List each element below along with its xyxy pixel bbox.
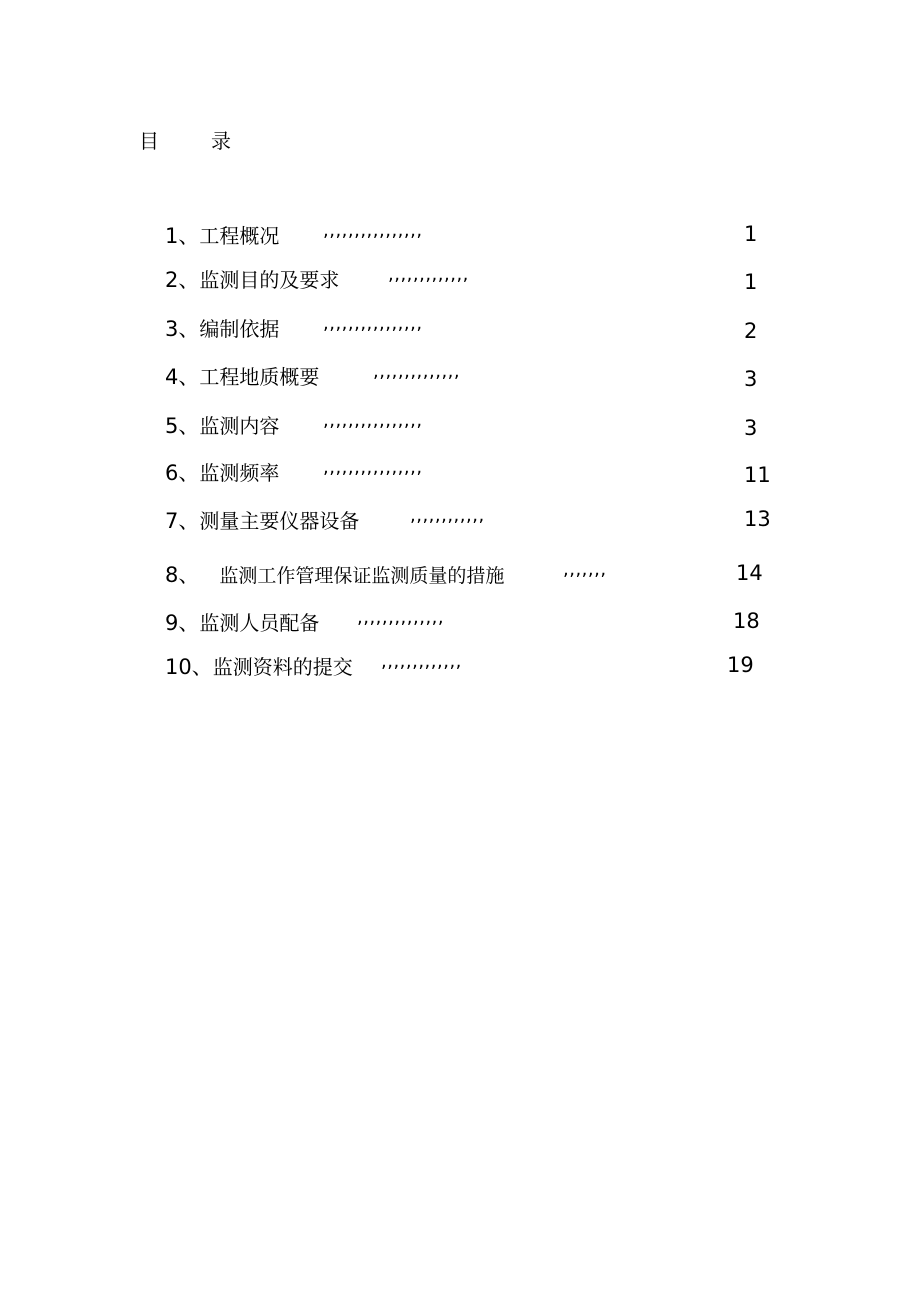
toc-entry-leader: ,,,,,,,,,,,, xyxy=(410,505,485,526)
toc-entry-leader: ,,,,,,, xyxy=(563,559,607,580)
toc-entry-5[interactable] xyxy=(165,410,423,440)
toc-entry-label: 监测人员配备 xyxy=(199,611,320,635)
toc-entry-number: 3、 xyxy=(165,317,200,341)
toc-entry-label: 编制依据 xyxy=(199,317,280,341)
toc-entry-leader: ,,,,,,,,,,,,, xyxy=(381,651,462,672)
toc-entry-page-4[interactable]: 3 xyxy=(744,367,758,391)
toc-entry-label: 工程概况 xyxy=(199,224,280,248)
toc-entry-number: 10、 xyxy=(165,655,213,679)
toc-entry-number: 7、 xyxy=(165,509,200,533)
toc-entry-8[interactable] xyxy=(165,559,607,589)
toc-entry-leader: ,,,,,,,,,,,,,,,, xyxy=(323,410,423,431)
toc-title xyxy=(139,125,231,154)
toc-entry-page-5[interactable]: 3 xyxy=(744,416,758,440)
toc-entry-4[interactable] xyxy=(165,361,461,391)
toc-entry-number: 5、 xyxy=(165,414,200,438)
toc-entry-leader: ,,,,,,,,,,,,, xyxy=(388,264,469,285)
toc-entry-label: 监测频率 xyxy=(199,461,280,485)
toc-entry-page-2[interactable]: 1 xyxy=(744,270,758,294)
toc-entry-number: 8、 xyxy=(165,563,200,587)
toc-entry-7[interactable] xyxy=(165,505,485,535)
toc-entry-label: 监测内容 xyxy=(199,414,280,438)
toc-entry-page-7[interactable]: 13 xyxy=(744,507,771,531)
toc-entry-number: 1、 xyxy=(165,224,200,248)
toc-entry-leader: ,,,,,,,,,,,,,,,, xyxy=(323,220,423,241)
toc-entry-9[interactable] xyxy=(165,607,445,637)
toc-title-char-1: 目 xyxy=(139,129,159,153)
toc-entry-number: 9、 xyxy=(165,611,200,635)
toc-entry-page-1[interactable]: 1 xyxy=(744,222,758,246)
toc-entry-number: 6、 xyxy=(165,461,200,485)
toc-title-char-2: 录 xyxy=(211,129,231,153)
toc-entry-page-6[interactable]: 11 xyxy=(744,463,771,487)
toc-entry-number: 2、 xyxy=(165,268,200,292)
toc-entry-6[interactable] xyxy=(165,457,423,487)
toc-entry-leader: ,,,,,,,,,,,,,,,, xyxy=(323,457,423,478)
toc-entry-page-9[interactable]: 18 xyxy=(733,609,760,633)
toc-entry-2[interactable] xyxy=(165,264,469,294)
toc-entry-label: 测量主要仪器设备 xyxy=(199,509,360,533)
toc-entry-label: 监测资料的提交 xyxy=(212,655,353,679)
toc-entry-label: 工程地质概要 xyxy=(199,365,320,389)
toc-entry-label: 监测目的及要求 xyxy=(199,268,340,292)
toc-entry-number: 4、 xyxy=(165,365,200,389)
toc-entry-page-10[interactable]: 19 xyxy=(727,653,754,677)
toc-entry-leader: ,,,,,,,,,,,,,, xyxy=(357,607,445,628)
toc-entry-leader: ,,,,,,,,,,,,,,,, xyxy=(323,313,423,334)
toc-entry-page-3[interactable]: 2 xyxy=(744,319,758,343)
toc-entry-10[interactable] xyxy=(165,651,462,681)
toc-entry-page-8[interactable]: 14 xyxy=(736,561,763,585)
toc-entry-3[interactable] xyxy=(165,313,423,343)
toc-entry-leader: ,,,,,,,,,,,,,, xyxy=(373,361,461,382)
toc-entry-1[interactable] xyxy=(165,220,423,250)
toc-entry-label: 监测工作管理保证监测质量的措施 xyxy=(219,565,505,587)
